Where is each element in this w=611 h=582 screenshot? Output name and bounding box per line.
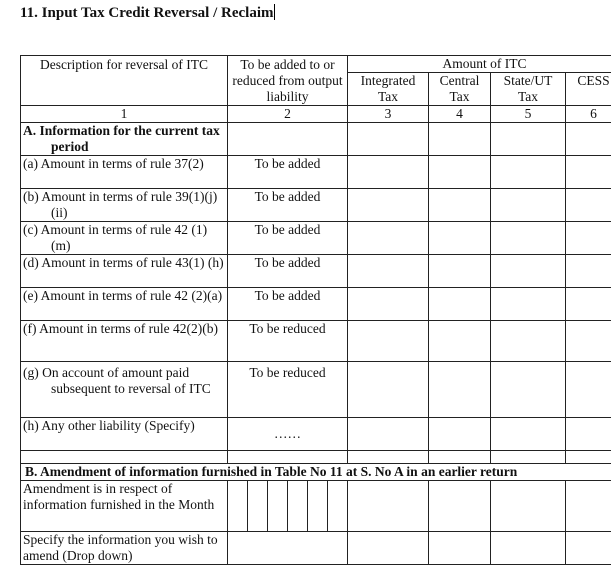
state-ut-tax-input[interactable] [491,288,566,321]
row-description: (b) Amount in terms of rule 39(1)(j)(ii) [21,189,228,222]
empty-cell [566,481,611,532]
row-action: To be reduced [228,321,348,362]
integrated-tax-input[interactable] [348,156,429,189]
month-digit-box[interactable] [308,481,328,531]
state-ut-tax-input[interactable] [491,156,566,189]
empty-cell [491,532,566,565]
empty-cell [491,123,566,156]
state-ut-tax-input[interactable] [491,362,566,418]
integrated-tax-input[interactable] [348,321,429,362]
row-action: To be added [228,222,348,255]
empty-cell [429,451,491,464]
empty-cell [566,123,611,156]
amendment-month-label: Amendment is in respect of information furnished in the Month [21,481,228,532]
integrated-tax-input[interactable] [348,189,429,222]
central-tax-input[interactable] [429,288,491,321]
empty-cell [228,451,348,464]
row-action: …… [228,418,348,451]
row-description: (g) On account of amount paid subsequent to reversal of ITC [21,362,228,418]
table-row [21,418,611,451]
column-number: 5 [491,106,566,123]
empty-cell [429,532,491,565]
integrated-tax-input[interactable] [348,418,429,451]
column-number: 2 [228,106,348,123]
header-state-ut-tax: State/UT Tax [491,73,566,106]
empty-cell [348,532,429,565]
table-row [21,532,611,565]
section-a-label: A. Information for the current tax period [21,123,228,156]
cess-input[interactable] [566,362,611,418]
amend-info-label: Specify the information you wish to amend (Drop down) [21,532,228,565]
row-action: To be added [228,288,348,321]
month-digit-box[interactable] [248,481,268,531]
central-tax-input[interactable] [429,255,491,288]
row-description: (h) Any other liability (Specify) [21,418,228,451]
state-ut-tax-input[interactable] [491,321,566,362]
integrated-tax-input[interactable] [348,362,429,418]
header-central-tax: Central Tax [429,73,491,106]
header-amount-of-itc: Amount of ITC [348,56,611,73]
month-digit-box[interactable] [228,481,248,531]
central-tax-input[interactable] [429,189,491,222]
header-description: Description for reversal of ITC [21,56,228,106]
empty-cell [348,451,429,464]
empty-cell [348,481,429,532]
table-row [21,481,611,532]
column-number-row [21,106,611,123]
column-number: 4 [429,106,491,123]
section-a-header-row [21,123,611,156]
month-digit-box[interactable] [268,481,288,531]
header-cess: CESS [566,73,611,106]
row-description: (d) Amount in terms of rule 43(1) (h) [21,255,228,288]
amend-info-dropdown[interactable] [228,532,348,565]
central-tax-input[interactable] [429,418,491,451]
table-row [21,321,611,362]
itc-reversal-table [20,55,611,565]
integrated-tax-input[interactable] [348,288,429,321]
empty-cell [228,123,348,156]
state-ut-tax-input[interactable] [491,418,566,451]
spacer-row [21,451,611,464]
row-description: (f) Amount in terms of rule 42(2)(b) [21,321,228,362]
empty-cell [491,481,566,532]
state-ut-tax-input[interactable] [491,189,566,222]
row-description: (a) Amount in terms of rule 37(2) [21,156,228,189]
table-row [21,222,611,255]
column-number: 6 [566,106,611,123]
cess-input[interactable] [566,156,611,189]
column-number: 3 [348,106,429,123]
empty-cell [21,451,228,464]
text-cursor [274,4,275,20]
cess-input[interactable] [566,321,611,362]
column-number: 1 [21,106,228,123]
row-action: To be added [228,156,348,189]
row-action: To be added [228,189,348,222]
section-b-label: B. Amendment of information furnished in Table No 11 at S. No A in an earlier return [21,464,611,481]
month-input-grid[interactable] [228,481,348,532]
empty-cell [566,451,611,464]
table-row [21,362,611,418]
table-row [21,288,611,321]
section-title: 11. Input Tax Credit Reversal / Reclaim [20,5,274,21]
row-action: To be added [228,255,348,288]
empty-cell [348,123,429,156]
central-tax-input[interactable] [429,156,491,189]
state-ut-tax-input[interactable] [491,222,566,255]
central-tax-input[interactable] [429,222,491,255]
month-digit-boxes[interactable] [228,481,347,531]
central-tax-input[interactable] [429,362,491,418]
integrated-tax-input[interactable] [348,222,429,255]
integrated-tax-input[interactable] [348,255,429,288]
cess-input[interactable] [566,288,611,321]
central-tax-input[interactable] [429,321,491,362]
cess-input[interactable] [566,418,611,451]
cess-input[interactable] [566,222,611,255]
empty-cell [566,532,611,565]
empty-cell [429,123,491,156]
header-integrated-tax: Integrated Tax [348,73,429,106]
month-digit-box[interactable] [328,481,347,531]
table-row [21,156,611,189]
empty-cell [491,451,566,464]
state-ut-tax-input[interactable] [491,255,566,288]
table-row [21,189,611,222]
table-row [21,255,611,288]
empty-cell [429,481,491,532]
cess-input[interactable] [566,189,611,222]
row-action: To be reduced [228,362,348,418]
header-added-reduced: To be added to or reduced from output liability [228,56,348,106]
row-description: (c) Amount in terms of rule 42 (1) (m) [21,222,228,255]
header-row-1 [21,56,611,73]
row-description: (e) Amount in terms of rule 42 (2)(a) [21,288,228,321]
month-digit-box[interactable] [288,481,308,531]
section-b-header-row [21,464,611,481]
cess-input[interactable] [566,255,611,288]
